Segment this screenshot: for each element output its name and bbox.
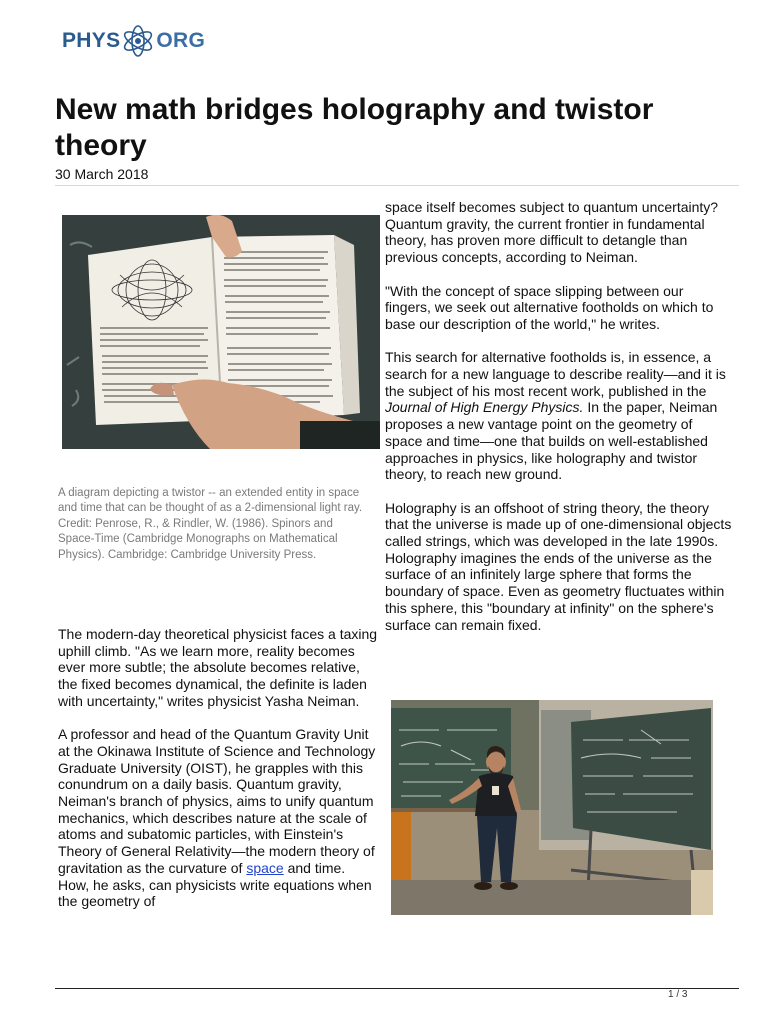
header-divider bbox=[55, 185, 739, 186]
article-title: New math bridges holography and twistor theory bbox=[55, 93, 654, 162]
space-link[interactable]: space bbox=[246, 859, 284, 876]
paragraph: "With the concept of space slipping between our fingers, we seek out alternative footholds on which to base our description of the world," he writes. bbox=[385, 282, 714, 332]
image-caption: A diagram depicting a twistor -- an extended entity in space and time that can be thought of as a 2-dimensional light ray. Credit: Penrose, R., & Rindler, W. (1986). Spinors and Space-Time (Cambridge Monographs on Mathematical Physics). Cambridge: Cambridge University Press. bbox=[58, 487, 363, 561]
right-column bbox=[385, 199, 733, 650]
left-column bbox=[58, 626, 378, 927]
paragraph: This search for alternative footholds is, in essence, a search for a new language to describe reality—and it is the subject of his most recent work, published in the Journal of High Energy Physics. In the paper, Neiman proposes a new vantage point on the geometry of space and time—one that builds on well-established approaches in physics, like holography and twistor theory, to reach new ground. bbox=[385, 349, 726, 483]
twistor-book-photo bbox=[62, 215, 380, 449]
article-date: 30 March 2018 bbox=[55, 166, 149, 182]
paragraph: Holography is an offshoot of string theory, the theory that the universe is made up of one-dimensional objects called strings, which was developed in the late 1990s. Holography imagines the ends of the universe as the surface of an infinitely large sphere that forms the boundary of space. Even as geometry fluctuates within this sphere, this "boundary at infinity" on the sphere's surface can remain fixed. bbox=[385, 499, 732, 633]
paragraph: A professor and head of the Quantum Gravity Unit at the Okinawa Institute of Science and Technology Graduate University (OIST), he grapples with this conundrum on a daily basis. Quantum gravity, Neiman's branch of physics, aims to unify quantum mechanics, which describes nature at the scale of atoms and subatomic particles, with Einstein's Theory of General Relativity—the modern theory of gravitation as the curvature of space and time. How, he asks, can physicists write equations when the geometry of bbox=[58, 726, 376, 910]
site-logo[interactable] bbox=[62, 24, 205, 58]
logo-text-phys: PHYS bbox=[62, 29, 121, 52]
paragraph: The modern-day theoretical physicist faces a taxing uphill climb. "As we learn more, reality becomes ever more subtle; the absolute becomes relative, the fixed becomes dynamical, the definite is laden with uncertainty," writes physicist Yasha Neiman. bbox=[58, 626, 378, 709]
atom-icon bbox=[121, 24, 155, 58]
journal-name: Journal of High Energy Physics. bbox=[385, 399, 584, 416]
paragraph: space itself becomes subject to quantum uncertainty? Quantum gravity, the current frontier in fundamental theory, has proven more difficult to detangle than previous concepts, according to Neiman. bbox=[385, 199, 719, 266]
physicist-chalkboard-photo bbox=[391, 700, 713, 915]
logo-text-org: ORG bbox=[156, 29, 206, 52]
page-indicator: 1 / 3 bbox=[668, 989, 688, 1000]
footer-divider bbox=[55, 988, 739, 989]
